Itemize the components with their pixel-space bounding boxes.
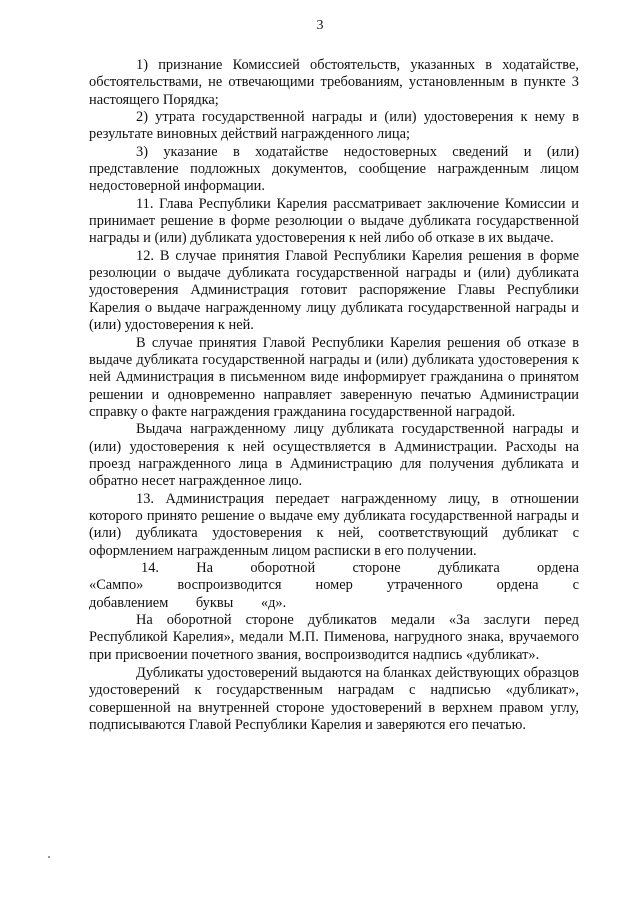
scan-speck bbox=[48, 856, 50, 858]
paragraph-refusal-ground-2: 2) утрата государственной награды и (или) удостоверения к нему в результате виновных действий награжденного лица; bbox=[89, 109, 579, 143]
paragraph-clause-13: 13. Администрация передает награжденному лицу, в отношении которого принято решение о выдаче ему дубликата государственной награды и (или) дубликата удостоверения к ней, соответствующий дубликат с оформлением награжденным лицом расписки в его получении. bbox=[89, 490, 579, 559]
paragraph-clause-12: 12. В случае принятия Главой Республики Карелия решения в форме резолюции о выдаче дубликата государственной награды и (или) дубликата удостоверения Администрация готовит распоряжение Главы Республики Карелия о выдаче награжденному лицу дубликата государственной награды и (или) удостоверения к ней. bbox=[89, 247, 579, 334]
paragraph-refusal-notice: В случае принятия Главой Республики Карелия решения об отказе в выдаче дубликата государственной награды и (или) дубликата удостоверения к ней Администрация в письменном виде информирует гражданина о принятом решении и одновременно направляет заверенную печатью Администрации справку о факте награждения гражданина государственной наградой. bbox=[89, 334, 579, 420]
paragraph-medal-duplicates: На оборотной стороне дубликатов медали «За заслуги перед Республикой Карелия», медали М.П. Пименова, нагрудного знака, вручаемого при присвоении почетного звания, воспроизводится надпись «дубликат». bbox=[89, 612, 579, 663]
paragraph-clause-11: 11. Глава Республики Карелия рассматривает заключение Комиссии и принимает решение в форме резолюции о выдаче дубликата государственной награды и (или) дубликата удостоверения к ней либо об отказе в их выдаче. bbox=[89, 195, 579, 247]
paragraph-clause-14: 14. На оборотной стороне дубликата ордена «Сампо» воспроизводится номер утраченного ордена с добавлением буквы «д». bbox=[89, 559, 579, 611]
paragraph-refusal-ground-3: 3) указание в ходатайстве недостоверных сведений и (или) представление подложных документов, сообщение награжденным лицом недостоверной информации. bbox=[89, 143, 579, 195]
document-body bbox=[89, 57, 579, 734]
page-number: 3 bbox=[316, 18, 324, 33]
paragraph-refusal-ground-1: 1) признание Комиссией обстоятельств, указанных в ходатайстве, обстоятельствами, не отвечающими требованиям, установленным в пункте 3 настоящего Порядка; bbox=[89, 57, 579, 108]
paragraph-certificate-duplicates: Дубликаты удостоверений выдаются на бланках действующих образцов удостоверений к государственным наградам с надписью «дубликат», совершенной на внутренней стороне удостоверений в верхнем правом углу, подписываются Главой Республики Карелия и заверяются его печатью. bbox=[89, 665, 579, 734]
paragraph-issuance: Выдача награжденному лицу дубликата государственной награды и (или) удостоверения к ней осуществляется в Администрации. Расходы на проезд награжденного лица в Администрацию для получения дубликата и обратно несет награжденное лицо. bbox=[89, 421, 579, 490]
